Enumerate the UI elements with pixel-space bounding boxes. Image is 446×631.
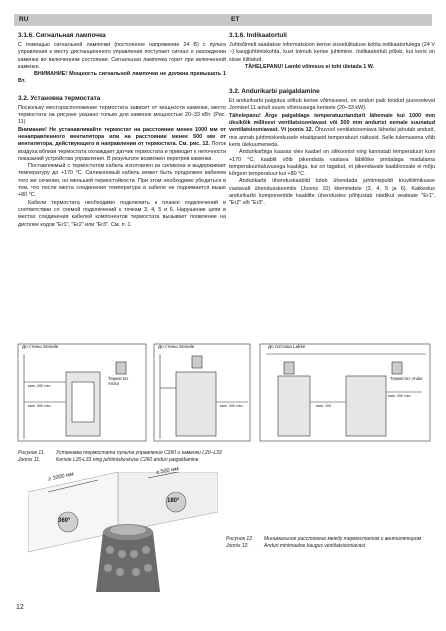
sensor-label: Термостат Andur	[390, 376, 423, 381]
warning-text: ВНИМАНИЕ! Мощность сигнальной лампочки не должна превышать 1 Вт.	[18, 71, 226, 85]
sensor-label: Термостат Andur	[108, 376, 129, 386]
paragraph: Juhtsõlmelt saadakse informatsioon kerise sisselülitatuse kohta indikaatortulega (24 V ~) kaugjuhtimiskohta, kust toimub kerise juhtimine. Indikaatortuli põleb, kui keris on sisse lülitatud.	[229, 42, 435, 63]
figure-12-caption: Рисунок 12. Минимальное расстояние между термостатом и вентилятором Joonis 12. Anduri minimaalne kaugus ventilatsiooniavast	[226, 536, 422, 549]
dimension-label: мин. 300 min.	[28, 404, 52, 408]
distance-label: ≥ 500 мм	[155, 466, 180, 476]
figure-11-caption: Рисунок 11. Установка термостата пульта управления C260 и каменки L20–L33 Joonis 11. Keriste L20-L33 ning juhtimiskeskuse C260 anduri paigaldamine	[18, 450, 222, 463]
dimension-label: мин. 200 min.	[220, 404, 244, 408]
paragraph: Andurikarbi ühenduskaablid tuleb ühendada juhtimispuldi kruviliitmikusse vastavalt ühendusskeemile (Joonis 10) klemmidele (3, 4, 5 ja 6). Katkestus andurikarbi komponentide kaablite ühendustes põhjustab näidikul veateate "Er1", "Er2" või "Er3".	[229, 178, 435, 207]
dimension-label: мин. 100	[316, 404, 332, 408]
paragraph: Кабели термостата необходимо подключить к планке подключений в соответствии со схемой подключений к точкам 3, 4, 5 и 6. Нарушение цепи в местах соединения кабелей компонентов термостата вызывает появление на дисплее кодов "Er1", "Er2" или "Er3". См. п. 1	[18, 199, 226, 228]
distance-label: ≥ 1000 мм	[47, 471, 75, 483]
paragraph: Внимание! Не устанавливайте термостат на расстоянии менее 1000 мм от ненаправленного вентилятора или на расстоянии менее 500 мм от вентилятора, действующего в направлении от термостата. См. рис. 12. Поток воздуха вблизи термостата охлаждает датчик термостата и приводит к неточности показаний устройства управления. В результате возможен перегрев каменки.	[18, 126, 227, 162]
language-tag-ru: RU	[14, 14, 230, 26]
paragraph: Andurikarbiga kaasas olev kaabel on silikoonist ning kannatab temperatuuri kuni +170 °C, kaablit võib pikendada vastava läbilõike pindalaga madalama temperatuuritaluvusega kaabliga, kui on tagatud, et pikendavale kaablioosale ei mõju kõrgem temperatuur kui +80 °C.	[229, 149, 435, 178]
paragraph: Поскольку месторасположение термостата зависит от мощности каменки, место термостата на рисунке указано только для каменок мощностью 20–33 кВт. (Рис. 11)	[18, 104, 226, 126]
dimension-label: мин. 200 min.	[388, 394, 412, 398]
ceiling-label: До потолка Lakke	[268, 344, 306, 349]
column-et	[229, 32, 435, 208]
wall-label: До стены Seinale	[22, 344, 59, 349]
section-title: 3.2. Andurikarbi paigaldamine	[229, 88, 320, 96]
warning-text: TÄHELEPANU! Lambi võimsus ei tohi ületada 1 W.	[245, 63, 374, 70]
section-title: 3.2. Установка термостата	[18, 94, 101, 102]
language-tag-et: ET	[226, 14, 432, 26]
paragraph: С помощью сигнальной лампочки (постоянное напряжение 24 В) с пульта управления к месту дистанционного управления поступает сигнал о нахождении каменки во включенном состоянии. Сигнальная лампочка горит при включенной каменке.	[18, 42, 226, 70]
page-number: 12	[16, 604, 24, 611]
paragraph: Поставляемый с термостатом кабель изготовлен из силикона и выдерживает температуру до +170 °C. Силиконовый кабель может быть продолжен кабелем того же сечения, но меньшей термостойкости. При этом необходимо убедиться в том, что после места соединения температура в кабеле не поднимается выше +80 °C.	[18, 163, 226, 199]
figure-12-drawing	[28, 472, 218, 622]
paragraph: Et andurikarbi paigutus sõltub kerise võimsusest, on anduri paik toodud juuresoleval Joonisel 11 ainult suure võimsusega kerisele (20–33 kW).	[229, 98, 435, 112]
angle-label: 180°	[167, 498, 180, 504]
section-title: 3.1.6. Indikaatortuli	[229, 32, 287, 39]
angle-label: 360°	[58, 518, 71, 524]
wall-label: До стены Seinale	[158, 344, 195, 349]
paragraph: Tähelepanu! Ärge paigaldage temperatuuriandurit lähemale kui 1000 mm üksikõik millisest ventilatsiooniavast või 500 mm andurist eemale suunatud ventilatsiooniavast. Vt joonis 12. Õhuvool ventilatsiooniava lähedal jahutab andurit, mis annab juhtimiskeskusele ebatäpseid temperatuuri näitusid. Selle tulemusena võib keris ülekuumeneda.	[229, 112, 435, 148]
figure-11-drawing	[16, 342, 434, 444]
dimension-label: мин. 200 min.	[28, 384, 52, 388]
figure-12	[28, 466, 218, 622]
section-title: 3.1.6. Сигнальная лампочка	[18, 32, 106, 39]
column-ru	[18, 32, 226, 229]
figure-11	[16, 342, 434, 444]
